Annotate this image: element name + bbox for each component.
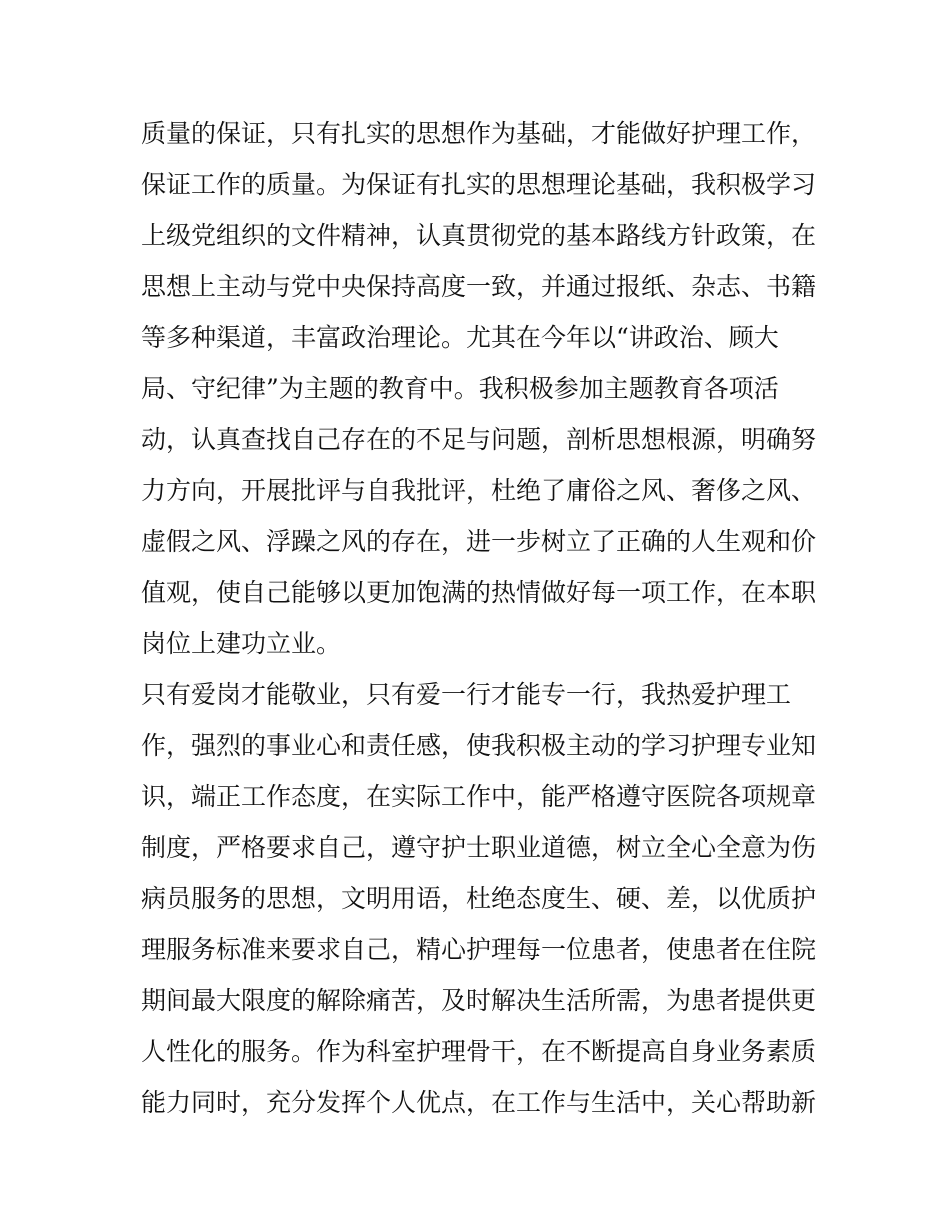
text-line: 虚假之风、浮躁之风的存在，进一步树立了正确的人生观和价 xyxy=(141,527,817,556)
text-line: 动，认真查找自己存在的不足与问题，剖析思想根源，明确努 xyxy=(141,425,817,454)
text-line: 保证工作的质量。为保证有扎实的思想理论基础，我积极学习 xyxy=(141,170,817,199)
text-line: 能力同时，充分发挥个人优点，在工作与生活中，关心帮助新 xyxy=(141,1088,817,1117)
text-line: 局、守纪律”为主题的教育中。我积极参加主题教育各项活 xyxy=(141,374,779,403)
text-line: 识，端正工作态度，在实际工作中，能严格遵守医院各项规章 xyxy=(141,782,817,811)
text-line: 力方向，开展批评与自我批评，杜绝了庸俗之风、奢侈之风、 xyxy=(141,476,817,505)
text-line: 质量的保证，只有扎实的思想作为基础，才能做好护理工作， xyxy=(141,119,817,148)
text-line: 制度，严格要求自己，遵守护士职业道德，树立全心全意为伤 xyxy=(141,833,817,862)
text-line: 思想上主动与党中央保持高度一致，并通过报纸、杂志、书籍 xyxy=(141,272,817,301)
text-line: 作，强烈的事业心和责任感，使我积极主动的学习护理专业知 xyxy=(141,731,817,760)
text-line: 等多种渠道，丰富政治理论。尤其在今年以“讲政治、顾大 xyxy=(141,323,779,352)
text-line: 人性化的服务。作为科室护理骨干，在不断提高自身业务素质 xyxy=(141,1037,817,1066)
text-line: 上级党组织的文件精神，认真贯彻党的基本路线方针政策，在 xyxy=(141,221,817,250)
text-line: 岗位上建功立业。 xyxy=(141,629,342,658)
text-line: 病员服务的思想，文明用语，杜绝态度生、硬、差，以优质护 xyxy=(141,884,817,913)
text-line: 只有爱岗才能敬业，只有爱一行才能专一行，我热爱护理工 xyxy=(141,680,792,709)
body-text xyxy=(141,108,821,1128)
text-line: 值观，使自己能够以更加饱满的热情做好每一项工作，在本职 xyxy=(141,578,817,607)
text-line: 理服务标准来要求自己，精心护理每一位患者，使患者在住院 xyxy=(141,935,817,964)
text-line: 期间最大限度的解除痛苦，及时解决生活所需，为患者提供更 xyxy=(141,986,817,1015)
